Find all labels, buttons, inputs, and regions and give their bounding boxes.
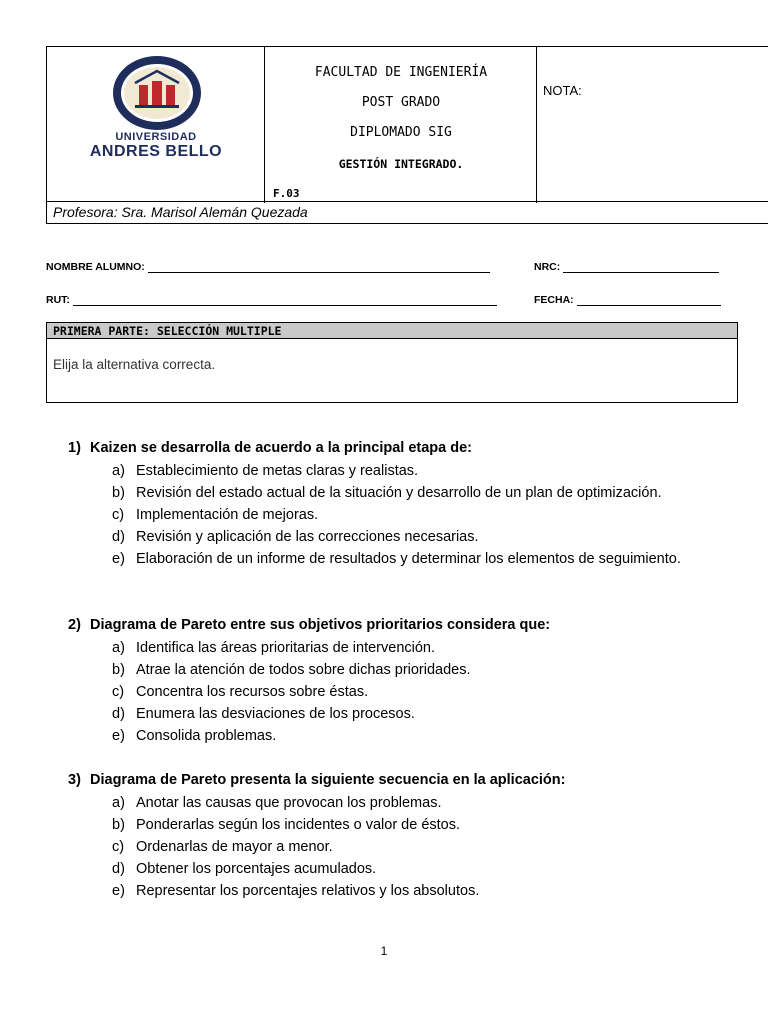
fecha-line[interactable]: [577, 296, 721, 306]
nombre-field: [46, 261, 490, 273]
option-text: Implementación de mejoras.: [136, 507, 319, 523]
option-text: Obtener los porcentajes acumulados.: [136, 861, 377, 877]
question-number: 3): [68, 772, 81, 788]
instructions-heading-bar: [47, 323, 737, 339]
option-text: Representar los porcentajes relativos y los absolutos.: [136, 883, 480, 899]
option-letter: b): [112, 662, 125, 678]
header-table: [46, 46, 768, 202]
option-text: Elaboración de un informe de resultados y determinar los elementos de seguimiento.: [136, 551, 681, 567]
option-letter: a): [112, 640, 125, 656]
instructions-heading: PRIMERA PARTE: SELECCIÓN MULTIPLE: [53, 324, 282, 338]
nrc-line[interactable]: [563, 263, 719, 273]
program-title: POST GRADO: [361, 95, 441, 110]
option-letter: a): [112, 463, 125, 479]
logo-text-universidad: UNIVERSIDAD: [115, 131, 197, 143]
question-text: Diagrama de Pareto presenta la siguiente secuencia en la aplicación:: [90, 772, 566, 788]
nombre-line[interactable]: [148, 263, 490, 273]
instructions-body: Elija la alternativa correcta.: [53, 357, 216, 372]
option-text: Consolida problemas.: [136, 728, 277, 744]
option-text: Identifica las áreas prioritarias de intervención.: [136, 640, 436, 656]
option-letter: e): [112, 728, 125, 744]
option-letter: d): [112, 529, 125, 545]
profesora-text: Profesora: Sra. Marisol Alemán Quezada: [53, 204, 308, 220]
logo-text-andres-bello: ANDRES BELLO: [89, 143, 223, 160]
option-letter: d): [112, 861, 125, 877]
question-text: Kaizen se desarrolla de acuerdo a la principal etapa de:: [90, 440, 472, 456]
option-text: Revisión del estado actual de la situación y desarrollo de un plan de optimización.: [136, 485, 662, 501]
rut-label: RUT:: [46, 294, 70, 306]
profesora-row: [46, 202, 768, 224]
form-code: F.03: [273, 187, 300, 200]
option-letter: b): [112, 817, 125, 833]
diploma-title: DIPLOMADO SIG: [350, 125, 452, 140]
fecha-label: FECHA:: [534, 294, 574, 306]
option-letter: c): [112, 684, 125, 700]
faculty-title: FACULTAD DE INGENIERÍA: [314, 65, 488, 80]
option-letter: c): [112, 507, 125, 523]
question-number: 1): [68, 440, 81, 456]
instructions-box: [46, 322, 738, 403]
question-text: Diagrama de Pareto entre sus objetivos prioritarios considera que:: [90, 617, 551, 633]
option-letter: d): [112, 706, 125, 722]
option-letter: e): [112, 883, 125, 899]
nrc-field: [534, 261, 719, 273]
option-text: Revisión y aplicación de las correcciones necesarias.: [136, 529, 479, 545]
option-letter: a): [112, 795, 125, 811]
option-text: Ponderarlas según los incidentes o valor de éstos.: [136, 817, 461, 833]
option-letter: e): [112, 551, 125, 567]
title-cell: [265, 47, 537, 203]
nota-label: NOTA:: [543, 83, 582, 98]
nota-cell[interactable]: [537, 47, 768, 203]
nombre-label: NOMBRE ALUMNO:: [46, 261, 145, 273]
fecha-field: [534, 294, 721, 306]
rut-field: [46, 294, 497, 306]
rut-line[interactable]: [73, 296, 497, 306]
option-text: Ordenarlas de mayor a menor.: [136, 839, 333, 855]
question-number: 2): [68, 617, 81, 633]
option-letter: b): [112, 485, 125, 501]
course-title: GESTIÓN INTEGRADO.: [338, 157, 464, 171]
page-number: 1: [380, 944, 388, 958]
option-letter: c): [112, 839, 125, 855]
option-text: Atrae la atención de todos sobre dichas prioridades.: [136, 662, 471, 678]
option-text: Establecimiento de metas claras y realistas.: [136, 463, 419, 479]
option-text: Anotar las causas que provocan los problemas.: [136, 795, 442, 811]
nrc-label: NRC:: [534, 261, 561, 273]
option-text: Enumera las desviaciones de los procesos.: [136, 706, 415, 722]
option-text: Concentra los recursos sobre éstas.: [136, 684, 369, 700]
logo-cell: [47, 47, 265, 203]
